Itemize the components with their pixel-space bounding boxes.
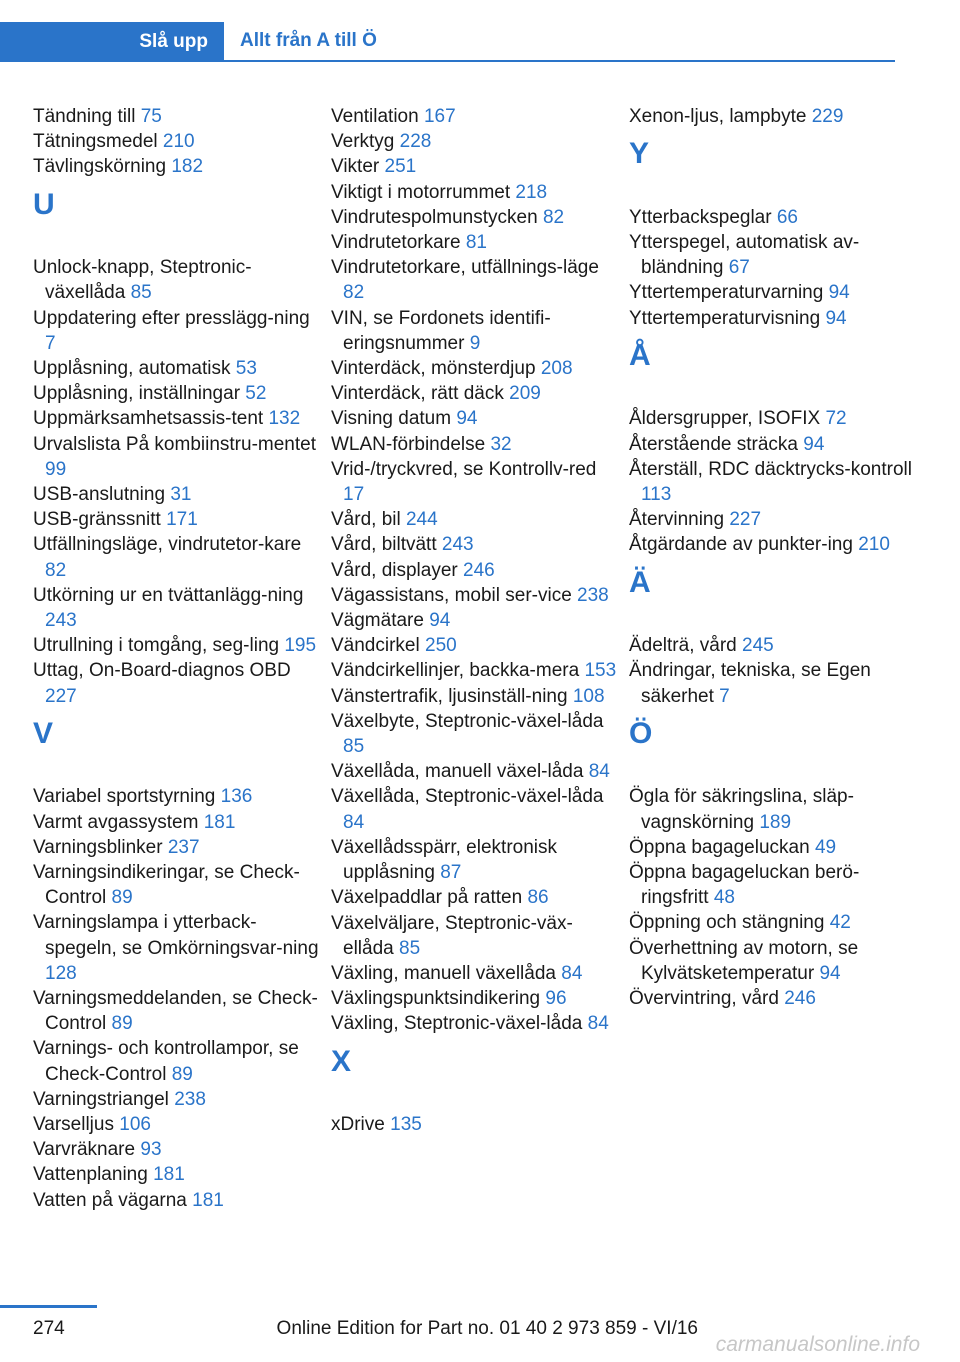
index-entry-text: Vägassistans, mobil ser-vice — [331, 584, 572, 606]
index-entry-text: Vändcirkel — [331, 635, 420, 657]
page-reference-link[interactable]: 227 — [45, 685, 77, 707]
page-reference-link[interactable]: 89 — [171, 1063, 193, 1085]
index-entry-text: Utrullning i tomgång, seg-ling — [33, 635, 280, 657]
index-entry — [331, 583, 621, 608]
index-entry — [331, 154, 621, 179]
index-entry-text: Vård, bil — [331, 509, 401, 531]
page-reference-link[interactable]: 75 — [140, 106, 162, 127]
index-entry-text: Yttertemperaturvisning — [629, 307, 821, 329]
index-entry — [33, 482, 323, 507]
index-entry-text: Vård, biltvätt — [331, 534, 437, 556]
index-entry — [331, 306, 621, 356]
index-entry — [33, 432, 323, 482]
index-entry — [33, 986, 323, 1036]
index-entry — [331, 961, 621, 986]
page-reference-link[interactable]: 94 — [825, 307, 847, 329]
page-reference-link[interactable]: 84 — [588, 761, 610, 783]
page-reference-link[interactable]: 210 — [162, 131, 195, 153]
index-entry — [629, 432, 919, 457]
page-reference-link[interactable]: 228 — [399, 131, 432, 153]
index-entry-text: Varningsmeddelanden, se Check-Control — [33, 988, 318, 1035]
page-reference-link[interactable]: 246 — [463, 559, 495, 581]
index-entry — [629, 658, 919, 708]
index-entry-text: Öppna bagageluckan — [629, 836, 810, 858]
index-entry-text: Åtgärdande av punkter-ing — [629, 534, 853, 556]
page-reference-link[interactable]: 32 — [490, 433, 512, 455]
index-entry — [33, 1188, 323, 1213]
page-reference-link[interactable]: 93 — [140, 1139, 162, 1161]
page-reference-link[interactable]: 17 — [343, 484, 365, 506]
index-entry — [33, 1087, 323, 1112]
index-entry-text: Växelpaddlar på ratten — [331, 887, 523, 909]
index-entry — [331, 558, 621, 583]
index-entry — [33, 1112, 323, 1137]
index-entry-text: Vikter — [331, 156, 380, 178]
index-entry — [331, 381, 621, 406]
page-reference-link[interactable]: 136 — [220, 786, 253, 808]
index-entry-text: Vindrutetorkare, utfällnings-läge — [331, 257, 599, 279]
page-reference-link[interactable]: 195 — [284, 635, 317, 657]
page-reference-link[interactable]: 81 — [465, 232, 487, 254]
page-reference-link[interactable]: 209 — [509, 383, 541, 405]
index-entry-text: Återvinning — [629, 509, 725, 531]
index-entry-text: Vrid-/tryckvred, se Kontrollv-red — [331, 458, 597, 480]
index-entry-text: Uttag, On-Board-diagnos OBD — [33, 660, 291, 682]
page-reference-link[interactable]: 82 — [45, 559, 67, 581]
index-entry — [629, 532, 919, 557]
index-entry — [33, 583, 323, 633]
index-entry-text: Öppna bagageluckan berö-ringsfritt — [629, 861, 860, 909]
index-entry — [629, 936, 919, 986]
section-letter: Å — [629, 338, 651, 372]
index-entry-text: Utfällningsläge, vindrutetor-kare — [33, 534, 302, 556]
page-reference-link[interactable]: 84 — [587, 1013, 609, 1035]
index-entry — [33, 306, 323, 356]
index-entry-text: Växling, Steptronic-växel-låda — [331, 1013, 583, 1035]
index-entry — [331, 759, 621, 784]
index-entry-text: Växelbyte, Steptronic-växel-låda — [331, 710, 604, 732]
page-reference-link[interactable]: 237 — [167, 836, 200, 858]
index-entry — [629, 860, 919, 910]
index-entry — [331, 684, 621, 709]
page-reference-link[interactable]: 67 — [728, 257, 750, 279]
section-letter: Y — [629, 137, 650, 171]
index-entry-text: Vindrutetorkare — [331, 232, 461, 254]
page-reference-link[interactable]: 94 — [456, 408, 478, 430]
page-reference-link[interactable]: 94 — [819, 962, 841, 984]
page-reference-link[interactable]: 245 — [742, 635, 774, 657]
index-entry-text: Öppning och stängning — [629, 912, 825, 934]
page-reference-link[interactable]: 31 — [170, 484, 192, 506]
index-column-1 — [33, 104, 323, 1213]
index-entry-text: Ögla för säkringslina, släp-vagnskörning — [629, 786, 854, 833]
page-reference-link[interactable]: 48 — [713, 887, 735, 909]
index-entry — [629, 910, 919, 935]
page-reference-link[interactable]: 96 — [545, 988, 567, 1010]
index-entry — [331, 986, 621, 1011]
index-entry-text: Ädelträ, vård — [629, 635, 737, 657]
index-entry-text: Varningslampa i ytterback-spegeln, se Omkörningsvar-ning — [33, 912, 319, 959]
index-entry-text: Varningstriangel — [33, 1088, 169, 1110]
index-entry — [331, 457, 621, 507]
index-entry-text: Utkörning ur en tvättanlägg-ning — [33, 584, 304, 606]
page-reference-link[interactable]: 243 — [45, 610, 77, 632]
index-entry — [331, 205, 621, 230]
index-entry — [331, 911, 621, 961]
index-entry-text: Varvräknare — [33, 1139, 136, 1161]
page-reference-link[interactable]: 181 — [153, 1164, 185, 1186]
index-entry-text: Ytterspegel, automatisk av-bländning — [629, 231, 860, 279]
page-reference-link[interactable]: 7 — [719, 685, 730, 707]
index-entry — [331, 709, 621, 759]
page-reference-link[interactable]: 87 — [440, 862, 462, 884]
index-entry-text: Växelväljare, Steptronic-väx-ellåda — [331, 912, 573, 959]
page-reference-link[interactable]: 52 — [245, 383, 267, 405]
index-entry — [629, 457, 919, 507]
page-reference-link[interactable]: 94 — [803, 433, 825, 455]
edition-note: Online Edition for Part no. 01 40 2 973 859 - VI/16 — [276, 1318, 698, 1339]
index-entry — [33, 381, 323, 406]
page-reference-link[interactable]: 85 — [343, 736, 365, 758]
index-entry-text: Viktigt i motorrummet — [331, 181, 511, 203]
index-entry-text: Yttertemperaturvarning — [629, 282, 824, 304]
index-entry — [629, 205, 919, 230]
index-entry — [331, 507, 621, 532]
index-entry-text: Vindrutespolmunstycken — [331, 206, 538, 228]
index-entry — [33, 1036, 323, 1086]
page-reference-link[interactable]: 132 — [268, 408, 301, 430]
index-entry-text: Visning datum — [331, 408, 452, 430]
section-letter: U — [33, 187, 55, 221]
index-entry — [331, 658, 621, 683]
page-reference-link[interactable]: 135 — [390, 1114, 422, 1136]
index-entry — [331, 608, 621, 633]
index-entry-text: Verktyg — [331, 131, 395, 153]
index-entry-text: Varselljus — [33, 1114, 114, 1136]
index-entry-text: Varningsindikeringar, se Check-Control — [33, 862, 300, 909]
page-reference-link[interactable]: 189 — [759, 811, 792, 833]
index-entry-text: VIN, se Fordonets identifi-eringsnummer — [331, 307, 551, 354]
page-reference-link[interactable]: 82 — [542, 206, 565, 228]
page-number: 274 — [33, 1318, 65, 1339]
page-reference-link[interactable]: 82 — [343, 282, 365, 304]
index-entry-text: Åldersgrupper, ISOFIX — [629, 408, 821, 430]
index-entry-text: Växellåda, manuell växel-låda — [331, 761, 584, 783]
watermark: carmanualsonline.info — [715, 1333, 920, 1356]
page-reference-link[interactable]: 72 — [825, 408, 847, 430]
page-reference-link[interactable]: 113 — [641, 483, 672, 505]
index-entry — [629, 230, 919, 280]
index-entry-text: Upplåsning, inställningar — [33, 383, 241, 405]
index-entry-text: Vänstertrafik, ljusinställ-ning — [331, 685, 568, 707]
index-column-2 — [331, 104, 621, 1137]
index-entry-text: Tätningsmedel — [33, 131, 158, 153]
page-reference-link[interactable]: 244 — [405, 509, 438, 531]
index-entry — [331, 1112, 621, 1137]
index-entry — [33, 507, 323, 532]
index-entry-text: Växlingspunktsindikering — [331, 988, 541, 1010]
index-entry — [33, 1137, 323, 1162]
index-entry — [331, 784, 621, 834]
index-entry-text: Varmt avgassystem — [33, 811, 199, 833]
index-entry — [629, 104, 919, 129]
section-letter: V — [33, 716, 54, 750]
page-reference-link[interactable]: 94 — [429, 610, 451, 632]
page-reference-link[interactable]: 208 — [540, 358, 573, 380]
index-entry-text: Uppmärksamhetsassis-tent — [33, 408, 264, 430]
index-entry — [629, 986, 919, 1011]
index-entry — [33, 255, 323, 305]
page-reference-link[interactable]: 250 — [425, 635, 457, 657]
page-reference-link[interactable]: 108 — [572, 685, 605, 707]
index-entry — [331, 230, 621, 255]
page-reference-link[interactable]: 85 — [130, 282, 152, 304]
page-reference-link[interactable]: 243 — [441, 534, 474, 556]
section-letter: Ö — [629, 716, 653, 750]
page-reference-link[interactable]: 227 — [729, 509, 762, 531]
index-entry — [33, 860, 323, 910]
index-entry-text: Övervintring, vård — [629, 987, 779, 1009]
index-entry — [331, 835, 621, 885]
index-entry-text: Vinterdäck, mönsterdjup — [331, 358, 536, 380]
page-reference-link[interactable]: 84 — [561, 962, 583, 984]
index-entry — [33, 910, 323, 986]
index-entry-text: Vinterdäck, rätt däck — [331, 383, 504, 405]
page-reference-link[interactable]: 99 — [45, 458, 67, 480]
section-letter: Ä — [629, 565, 651, 599]
index-entry — [331, 406, 621, 431]
page-reference-link[interactable]: 128 — [45, 962, 77, 984]
index-entry-text: Variabel sportstyrning — [33, 786, 216, 808]
page-reference-link[interactable]: 66 — [776, 206, 798, 228]
index-entry — [331, 885, 621, 910]
index-entry-text: Ventilation — [331, 106, 419, 127]
page-reference-link[interactable]: 53 — [235, 358, 257, 379]
index-entry-text: Vägmätare — [331, 610, 424, 632]
index-entry — [629, 406, 919, 431]
index-entry-text: Växellåda, Steptronic-växel-låda — [331, 786, 604, 808]
page-reference-link[interactable]: 9 — [469, 332, 481, 354]
page-reference-link[interactable]: 49 — [814, 836, 837, 858]
index-entry — [33, 104, 323, 129]
index-entry-text: Vård, displayer — [331, 559, 458, 581]
index-entry-text: Återställ, RDC däcktrycks-kontroll — [629, 458, 912, 480]
page-reference-link[interactable]: 181 — [192, 1189, 224, 1211]
index-entry-text: Xenon-ljus, lampbyte — [629, 106, 807, 127]
index-entry-text: Växling, manuell växellåda — [331, 962, 556, 984]
top-navigation-bar — [0, 22, 895, 62]
index-entry-text: Upplåsning, automatisk — [33, 358, 231, 379]
page-reference-link[interactable]: 251 — [384, 156, 417, 178]
index-entry — [331, 356, 621, 381]
tab-allt-fran-a-till-o[interactable]: Allt från A till Ö — [240, 30, 377, 51]
page-reference-link[interactable]: 94 — [828, 282, 850, 304]
index-entry-text: USB-anslutning — [33, 484, 166, 506]
index-entry — [331, 104, 621, 129]
index-entry-text: Återstående sträcka — [629, 433, 798, 455]
index-entry — [33, 406, 323, 431]
index-entry — [331, 432, 621, 457]
page-reference-link[interactable]: 89 — [111, 887, 133, 909]
index-entry-text: USB-gränssnitt — [33, 509, 161, 531]
index-entry-text: Växellådsspärr, elektronisk upplåsning — [331, 836, 557, 884]
index-entry-text: WLAN-förbindelse — [331, 433, 486, 455]
index-entry — [629, 507, 919, 532]
tab-sla-upp[interactable]: Slå upp — [0, 22, 224, 62]
index-entry — [331, 532, 621, 557]
index-entry-text: xDrive — [331, 1114, 385, 1136]
page-reference-link[interactable]: 42 — [829, 912, 851, 934]
index-entry-text: Unlock-knapp, Steptronic-växellåda — [33, 257, 252, 304]
page-reference-link[interactable]: 84 — [343, 811, 365, 833]
index-entry-text: Urvalslista På kombiinstru-mentet — [33, 433, 316, 455]
index-entry — [629, 784, 919, 834]
page-reference-link[interactable]: 229 — [811, 106, 844, 127]
header-divider — [0, 60, 895, 62]
index-entry-text: Överhettning av motorn, se Kylvätsketemperatur — [629, 937, 859, 984]
index-entry-text: Tävlingskörning — [33, 156, 167, 178]
page-reference-link[interactable]: 85 — [399, 937, 421, 959]
page-reference-link[interactable]: 218 — [515, 181, 548, 203]
index-entry — [33, 810, 323, 835]
index-entry-text: Ytterbackspeglar — [629, 206, 772, 228]
page-reference-link[interactable]: 246 — [784, 987, 816, 1009]
index-entry — [33, 784, 323, 809]
index-entry — [331, 180, 621, 205]
page-reference-link[interactable]: 167 — [423, 106, 456, 127]
index-entry-text: Vattenplaning — [33, 1164, 148, 1186]
index-entry — [33, 1162, 323, 1187]
page-reference-link[interactable]: 153 — [584, 660, 617, 682]
index-entry-text: Varningsblinker — [33, 836, 163, 858]
page-reference-link[interactable]: 7 — [45, 332, 56, 354]
index-entry — [33, 129, 323, 154]
page-reference-link[interactable]: 238 — [174, 1088, 206, 1110]
page-reference-link[interactable]: 238 — [577, 584, 609, 606]
index-entry — [331, 129, 621, 154]
page-reference-link[interactable]: 210 — [858, 534, 890, 556]
index-entry — [331, 633, 621, 658]
page-reference-link[interactable]: 86 — [527, 887, 549, 909]
index-entry-text: Vatten på vägarna — [33, 1189, 187, 1211]
page-reference-link[interactable]: 106 — [119, 1114, 151, 1136]
index-entry — [629, 280, 919, 305]
section-letter: X — [331, 1044, 352, 1078]
index-entry — [33, 835, 323, 860]
index-entry-text: Vändcirkellinjer, backka-mera — [331, 660, 580, 682]
index-entry-text: Uppdatering efter presslägg-ning — [33, 307, 310, 329]
index-entry-text: Varnings- och kontrollampor, se Check-Control — [33, 1038, 299, 1085]
page-reference-link[interactable]: 182 — [171, 156, 204, 178]
page-reference-link[interactable]: 181 — [203, 811, 236, 833]
index-entry — [331, 255, 621, 305]
index-entry — [331, 1011, 621, 1036]
index-entry — [629, 633, 919, 658]
index-entry — [629, 835, 919, 860]
index-entry-text: Tändning till — [33, 106, 136, 127]
index-entry — [33, 658, 323, 708]
index-entry — [629, 306, 919, 331]
index-column-3 — [629, 104, 919, 1011]
index-entry — [33, 154, 323, 179]
index-entry — [33, 532, 323, 582]
index-entry-text: Ändringar, tekniska, se Egen säkerhet — [629, 660, 871, 707]
index-entry — [33, 633, 323, 658]
footer-divider — [0, 1305, 97, 1308]
page-reference-link[interactable]: 89 — [111, 1013, 133, 1035]
page-reference-link[interactable]: 171 — [166, 509, 198, 531]
index-entry — [33, 356, 323, 381]
